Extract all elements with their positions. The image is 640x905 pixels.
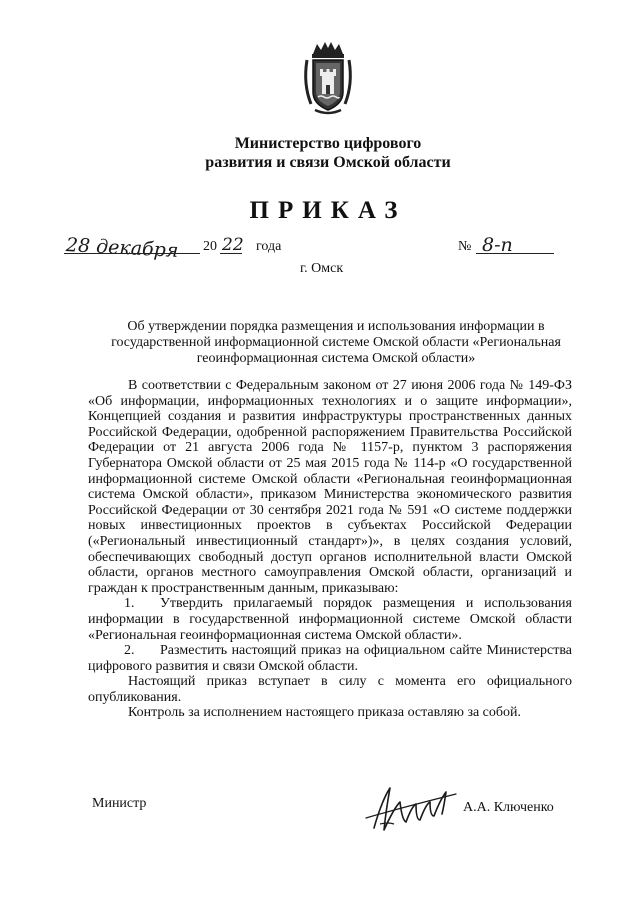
subject-line2: государственной информационной системе Омской области «Региональная — [111, 335, 561, 350]
order-subject — [96, 319, 576, 367]
item-number: 2. — [124, 643, 135, 659]
coat-of-arms-emblem — [301, 40, 355, 116]
ministry-name-line1: Министерство цифрового — [234, 135, 422, 152]
ministry-name-line2: развития и связи Омской области — [205, 154, 451, 171]
item-text: Разместить настоящий приказ на официальном сайте Министерства цифрового развития и связи Омской области. — [88, 643, 572, 674]
order-item-1 — [88, 596, 572, 643]
number-label: № — [458, 239, 472, 254]
ministry-heading — [150, 134, 506, 172]
handwritten-order-number: 8-п — [482, 234, 513, 256]
order-body — [88, 378, 572, 721]
date-underline — [64, 253, 200, 254]
city-name: г. Омск — [300, 261, 344, 276]
signatory-name: А.А. Ключенко — [463, 800, 554, 815]
year-prefix: 20 — [203, 239, 217, 254]
subject-line3: геоинформационная система Омской области» — [196, 351, 476, 366]
handwritten-year: 22 — [222, 235, 244, 255]
item-text: Утвердить прилагаемый порядок размещения и использования информации в государственной информационной системе Омской области «Региональная геоинформационная система Омской области». — [88, 596, 572, 643]
year-underline — [220, 253, 242, 254]
subject-line1: Об утверждении порядка размещения и использования информации в — [127, 319, 545, 334]
order-item-2 — [88, 643, 572, 674]
effect-paragraph: Настоящий приказ вступает в силу с момента его официального опубликования. — [88, 674, 572, 705]
control-paragraph: Контроль за исполнением настоящего приказа оставляю за собой. — [128, 705, 522, 721]
item-number: 1. — [124, 596, 135, 612]
signatory-position: Министр — [92, 796, 147, 811]
date-number-line — [0, 234, 640, 260]
year-word: года — [256, 239, 282, 254]
preamble-paragraph: В соответствии с Федеральным законом от 27 июня 2006 года № 149-ФЗ «Об информации, информационных технологиях и о защите информации», Концепцией создания и развития инфраструктуры пространственных данных Российской Федерации, одобренной распоряжением Правительства Российской Федерации от 21 августа 2006 года № 1157-р, пунктом 3 распоряжения Губернатора Омской области от 25 мая 2015 года № 114-р «О государственной информационной системе Омской области «Региональная геоинформационная система Омской области», приказом Министерства экономического развития Российской Федерации от 30 сентября 2021 года № 591 «О системе поддержки новых инвестиционных проектов в субъектах Российской Федерации («Региональный инвестиционный стандарт»)», в целях создания условий, обеспечивающих свободный доступ органов исполнительной власти Омской области, органов местного самоуправления Омской области, организаций и граждан к пространственным данным, приказываю: — [88, 378, 572, 596]
handwritten-date: 28 декабря — [65, 234, 179, 262]
number-underline — [476, 253, 554, 254]
handwritten-signature — [360, 780, 460, 840]
signature-block — [0, 780, 640, 840]
document-type-title: ПРИКАЗ — [249, 197, 407, 224]
